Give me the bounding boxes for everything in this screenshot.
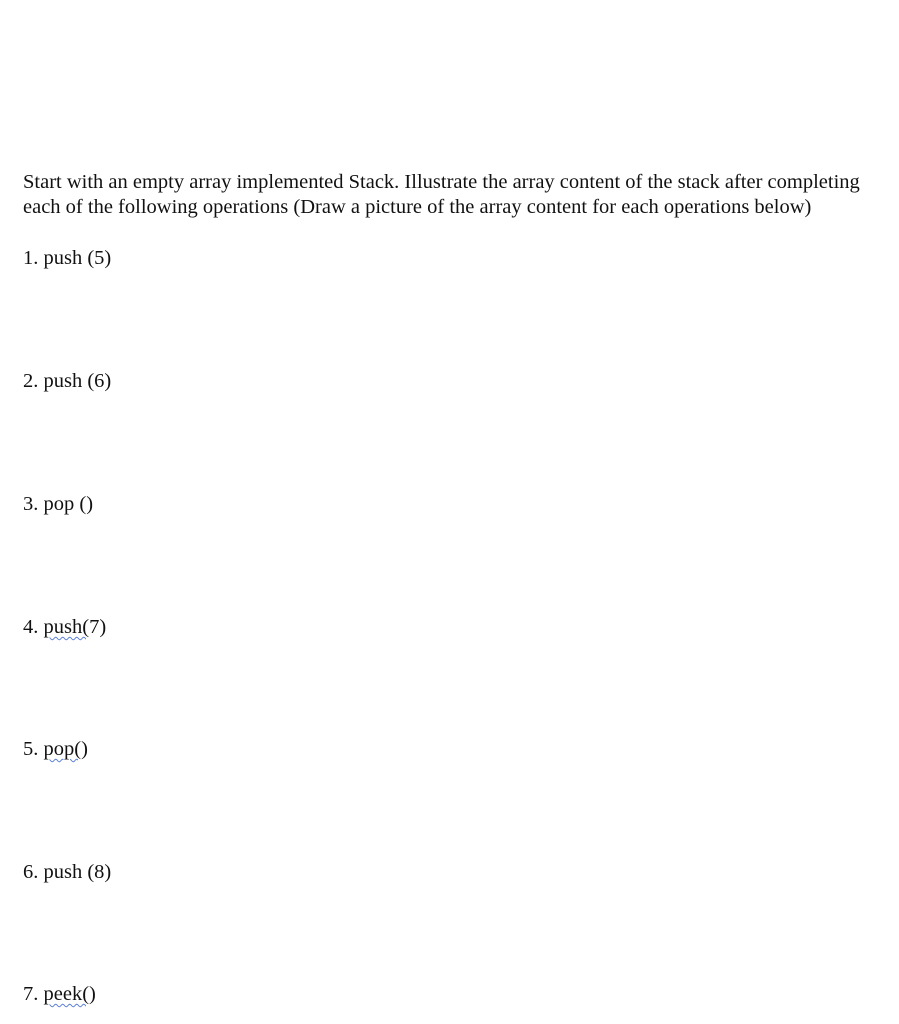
operation-number: 6. xyxy=(23,861,39,883)
operation-text-rest: 7) xyxy=(89,616,107,638)
operation-number: 2. xyxy=(23,370,39,392)
operation-text-rest: ) xyxy=(81,738,88,760)
operation-3 xyxy=(23,491,93,517)
operation-text-spellcheck: push( xyxy=(43,616,90,638)
operation-number: 7. xyxy=(23,983,39,1005)
operation-text-spellcheck: peek( xyxy=(43,983,90,1005)
operation-text: pop () xyxy=(43,493,94,515)
operation-2 xyxy=(23,368,111,394)
operation-7 xyxy=(23,981,96,1007)
operation-6 xyxy=(23,859,111,885)
operation-text-rest: ) xyxy=(89,983,96,1005)
operation-text: push (6) xyxy=(43,370,112,392)
operation-text-spellcheck: pop( xyxy=(43,738,82,760)
instructions-line-1: Start with an empty array implemented Stack. Illustrate the array content of the stack after completing xyxy=(23,171,860,193)
operation-5 xyxy=(23,736,88,762)
operation-4 xyxy=(23,614,106,640)
operation-1 xyxy=(23,245,111,271)
operation-number: 1. xyxy=(23,247,39,269)
instructions-paragraph xyxy=(23,170,895,220)
operation-number: 3. xyxy=(23,493,39,515)
operation-text: push (8) xyxy=(43,861,112,883)
operation-number: 4. xyxy=(23,616,39,638)
operation-number: 5. xyxy=(23,738,39,760)
instructions-line-2: each of the following operations (Draw a picture of the array content for each operations below) xyxy=(23,196,812,218)
operation-text: push (5) xyxy=(43,247,112,269)
